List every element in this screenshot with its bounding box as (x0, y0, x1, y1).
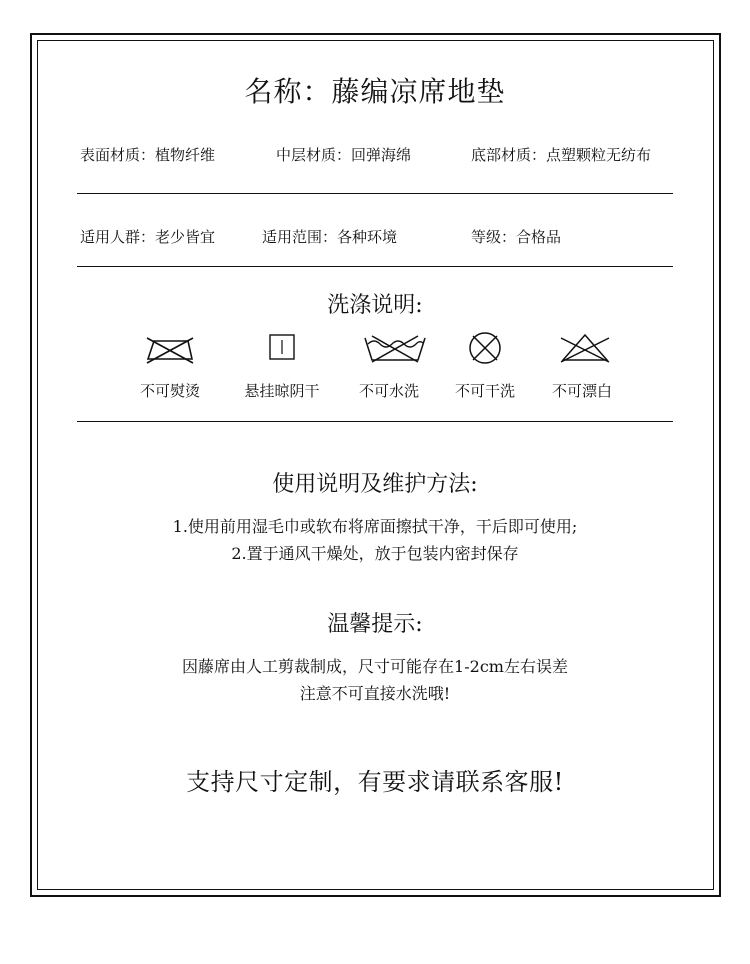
quality-grade: 等级：合格品 (471, 228, 562, 246)
divider (77, 421, 673, 422)
instructions-heading: 使用说明及维护方法: (272, 472, 478, 497)
washing-heading: 洗涤说明: (327, 293, 423, 318)
hang-dry-shade-icon (268, 333, 296, 361)
no-dry-clean-icon (467, 330, 503, 366)
care-label-no-water-wash: 不可水洗 (358, 382, 419, 400)
no-ironing-icon (144, 333, 196, 367)
tips-heading: 温馨提示: (327, 612, 423, 637)
product-name-title: 名称：藤编凉席地垫 (244, 75, 506, 108)
suitable-people: 适用人群：老少皆宜 (80, 228, 216, 246)
care-label-hang-dry: 悬挂晾阴干 (244, 382, 320, 400)
no-bleach-icon (557, 332, 613, 364)
instruction-line-1: 1.使用前用湿毛巾或软布将席面擦拭干净，干后即可使用; (172, 517, 578, 536)
tip-line-1: 因藤席由人工剪裁制成，尺寸可能存在1-2cm左右误差 (182, 657, 568, 676)
care-label-no-dry-clean: 不可干洗 (454, 382, 515, 400)
care-label-no-bleach: 不可漂白 (551, 382, 612, 400)
no-water-wash-icon (362, 332, 428, 364)
divider (77, 266, 673, 267)
instruction-line-2: 2.置于通风干燥处，放于包装内密封保存 (231, 544, 519, 563)
bottom-material: 底部材质：点塑颗粒无纺布 (471, 146, 652, 164)
middle-material: 中层材质：回弹海绵 (276, 146, 412, 164)
surface-material: 表面材质：植物纤维 (80, 146, 216, 164)
divider (77, 193, 673, 194)
customization-notice: 支持尺寸定制，有要求请联系客服! (186, 768, 564, 796)
tip-line-2: 注意不可直接水洗哦! (299, 684, 451, 703)
suitable-scope: 适用范围：各种环境 (262, 228, 398, 246)
care-label-no-ironing: 不可熨烫 (139, 382, 200, 400)
